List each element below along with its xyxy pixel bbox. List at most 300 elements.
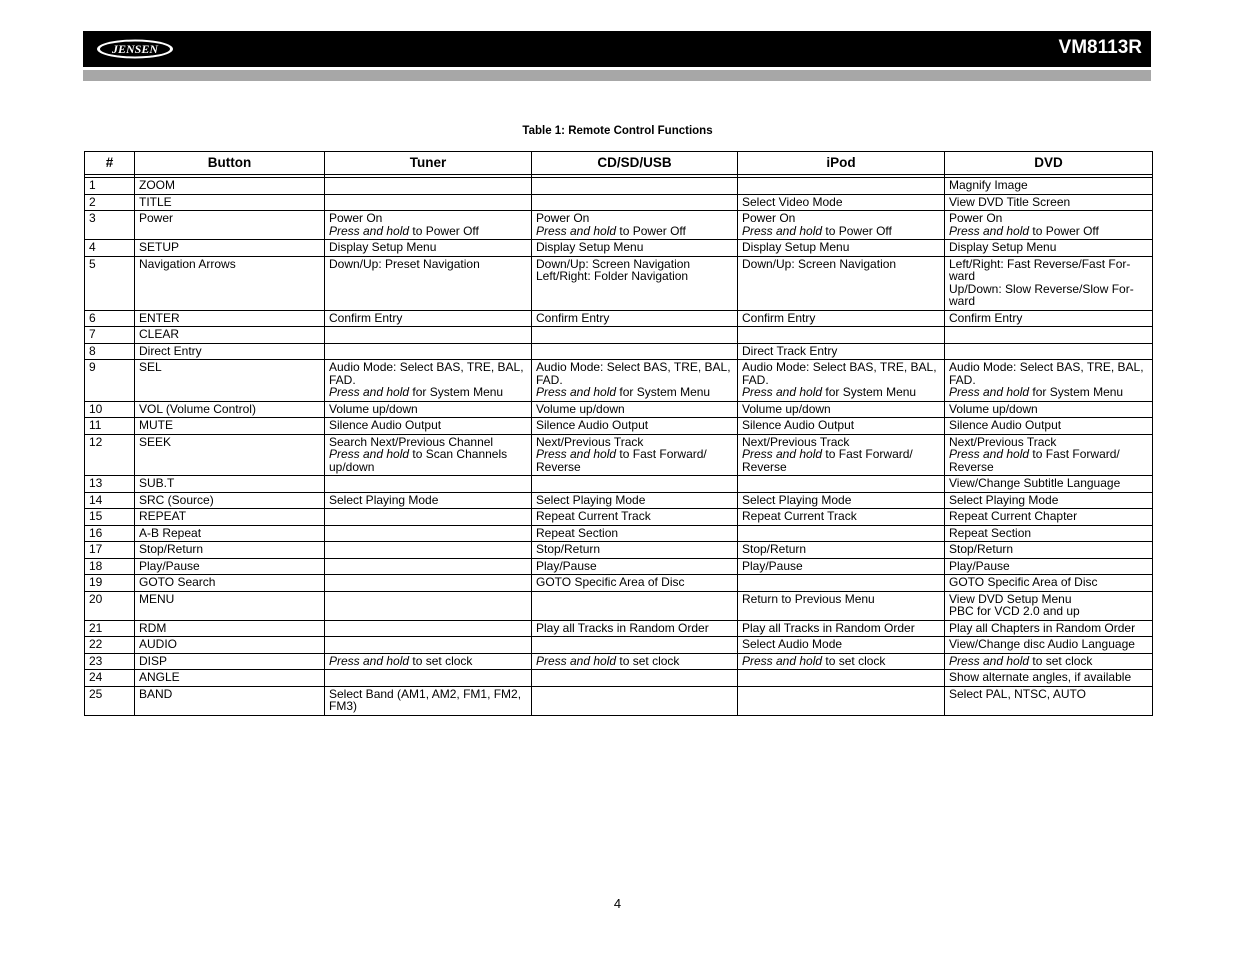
cd-sd-usb-cell [532, 653, 738, 670]
ipod-cell [738, 492, 945, 509]
tuner-cell [325, 525, 532, 542]
row-number-cell: 15 [85, 509, 135, 526]
cd-sd-usb-cell [532, 327, 738, 344]
italic-emphasis: Press and hold [949, 653, 1030, 668]
cell-text: Left/Right: Fast Reverse/Fast For-ward [949, 256, 1131, 283]
cell-text: Audio Mode: Select BAS, TRE, BAL, FAD. [536, 360, 731, 387]
cell-line [329, 655, 527, 668]
cell-text: Play all Tracks in Random Order [742, 620, 915, 635]
cell-text: Silence Audio Output [329, 418, 442, 432]
cd-sd-usb-cell [532, 525, 738, 542]
tuner-cell [325, 434, 532, 476]
table-row [85, 343, 1153, 360]
row-number-cell: 20 [85, 591, 135, 620]
row-number-cell: 12 [85, 434, 135, 476]
table-row [85, 310, 1153, 327]
row-number-cell: 17 [85, 542, 135, 559]
button-name-cell: SRC (Source) [135, 492, 325, 509]
cell-line [949, 361, 1148, 386]
gray-divider-bar [83, 70, 1151, 81]
brand-text: JENSEN [111, 42, 159, 56]
button-name-cell: GOTO Search [135, 575, 325, 592]
dvd-cell [945, 401, 1153, 418]
table-title: Table 1: Remote Control Functions [522, 125, 713, 137]
cell-line [329, 386, 527, 399]
button-name-cell: Play/Pause [135, 558, 325, 575]
cell-line [949, 671, 1148, 684]
cell-line [742, 543, 940, 556]
column-header-tuner: Tuner [325, 152, 532, 175]
ipod-cell [738, 620, 945, 637]
italic-emphasis: Press and hold [329, 385, 410, 399]
tuner-cell [325, 343, 532, 360]
column-header-ipod: iPod [738, 152, 945, 175]
cell-text: Select Playing Mode [329, 492, 439, 507]
cell-line [742, 638, 940, 651]
tuner-cell [325, 542, 532, 559]
ipod-cell [738, 542, 945, 559]
row-number-cell: 24 [85, 670, 135, 687]
cell-text: to Scan Channels up/down [329, 447, 508, 474]
cell-line [949, 283, 1148, 308]
table-row [85, 178, 1153, 195]
ipod-cell [738, 591, 945, 620]
cd-sd-usb-cell [532, 256, 738, 310]
dvd-cell [945, 256, 1153, 310]
cell-text: View DVD Setup Menu [949, 591, 1072, 606]
cell-text: Repeat Section [536, 525, 619, 540]
row-number-cell: 21 [85, 620, 135, 637]
cell-text: to Power Off [822, 223, 892, 238]
cell-line [949, 258, 1148, 283]
cell-text: Confirm Entry [329, 310, 403, 325]
table-row [85, 542, 1153, 559]
ipod-cell [738, 240, 945, 257]
cell-text: Down/Up: Preset Navigation [329, 256, 480, 271]
row-number-cell: 8 [85, 343, 135, 360]
cell-text: Next/Previous Track [742, 434, 850, 449]
cell-line [949, 179, 1148, 192]
cell-line [329, 225, 527, 238]
tuner-cell [325, 670, 532, 687]
ipod-cell [738, 256, 945, 310]
ipod-cell [738, 509, 945, 526]
row-number-cell: 23 [85, 653, 135, 670]
ipod-cell [738, 637, 945, 654]
cell-line [949, 241, 1148, 254]
dvd-cell [945, 310, 1153, 327]
cell-text: Power On [742, 211, 796, 225]
dvd-cell [945, 434, 1153, 476]
cd-sd-usb-cell [532, 620, 738, 637]
tuner-cell [325, 686, 532, 715]
cell-text: Repeat Current Track [742, 509, 857, 523]
cell-line [742, 196, 940, 209]
table-row [85, 401, 1153, 418]
table-row [85, 591, 1153, 620]
cell-line [536, 419, 733, 432]
column-header-dvd: DVD [945, 152, 1153, 175]
tuner-cell [325, 194, 532, 211]
table-row [85, 327, 1153, 344]
dvd-cell [945, 343, 1153, 360]
cell-line [949, 448, 1148, 473]
table-body [85, 175, 1153, 716]
cell-line [536, 448, 733, 473]
cd-sd-usb-cell [532, 686, 738, 715]
cell-text: Direct Track Entry [742, 343, 838, 358]
cell-text: for System Menu [616, 385, 711, 399]
cell-line [742, 494, 940, 507]
button-name-cell: DISP [135, 653, 325, 670]
ipod-cell [738, 178, 945, 195]
row-number-cell: 7 [85, 327, 135, 344]
cell-text: View/Change disc Audio Language [949, 637, 1135, 651]
dvd-cell [945, 591, 1153, 620]
cell-line [329, 312, 527, 325]
cell-line [742, 448, 940, 473]
cell-line [329, 494, 527, 507]
dvd-cell [945, 240, 1153, 257]
model-number: VM8113R [1058, 37, 1142, 58]
italic-emphasis: Press and hold [536, 653, 617, 668]
dvd-cell [945, 575, 1153, 592]
button-name-cell: SUB.T [135, 476, 325, 493]
cell-line [536, 655, 733, 668]
italic-emphasis: Press and hold [949, 223, 1030, 238]
cell-line [949, 527, 1148, 540]
ipod-cell [738, 575, 945, 592]
cell-text: Confirm Entry [536, 310, 610, 325]
cell-line [949, 403, 1148, 416]
cell-text: Power On [536, 211, 590, 225]
cell-text: to set clock [616, 653, 680, 668]
cell-text: Power On [329, 211, 383, 225]
ipod-cell [738, 401, 945, 418]
cell-line [742, 241, 940, 254]
italic-emphasis: Press and hold [329, 447, 410, 461]
row-number-cell: 18 [85, 558, 135, 575]
cell-text: Stop/Return [536, 542, 601, 556]
italic-emphasis: Press and hold [536, 223, 617, 238]
cell-line [329, 258, 527, 271]
cell-text: Volume up/down [742, 401, 831, 416]
tuner-cell [325, 401, 532, 418]
button-name-cell: Power [135, 211, 325, 240]
cell-text: Select PAL, NTSC, AUTO [949, 686, 1086, 701]
cell-line [742, 258, 940, 271]
dvd-cell [945, 327, 1153, 344]
tuner-cell [325, 476, 532, 493]
cell-text: Confirm Entry [742, 310, 816, 325]
cell-text: for System Menu [822, 385, 917, 399]
cd-sd-usb-cell [532, 434, 738, 476]
cell-line [329, 403, 527, 416]
row-number-cell: 14 [85, 492, 135, 509]
cd-sd-usb-cell [532, 509, 738, 526]
table-row [85, 240, 1153, 257]
cell-text: Select Band (AM1, AM2, FM1, FM2, FM3) [329, 686, 522, 713]
row-number-cell: 25 [85, 686, 135, 715]
cd-sd-usb-cell [532, 178, 738, 195]
cell-text: to Fast Forward/ Reverse [949, 447, 1120, 474]
cell-line [949, 510, 1148, 523]
table-row [85, 194, 1153, 211]
tuner-cell [325, 327, 532, 344]
cell-text: Select Audio Mode [742, 637, 843, 651]
row-number-cell: 22 [85, 637, 135, 654]
cell-text: GOTO Specific Area of Disc [949, 575, 1098, 589]
italic-emphasis: Press and hold [949, 447, 1030, 461]
cell-line [536, 527, 733, 540]
cell-line [949, 386, 1148, 399]
dvd-cell [945, 492, 1153, 509]
cell-text: Search Next/Previous Channel [329, 434, 494, 449]
cell-line [949, 543, 1148, 556]
row-number-cell: 13 [85, 476, 135, 493]
ipod-cell [738, 327, 945, 344]
italic-emphasis: Press and hold [536, 385, 617, 399]
row-number-cell: 2 [85, 194, 135, 211]
dvd-cell [945, 686, 1153, 715]
cell-text: Display Setup Menu [536, 240, 644, 254]
tuner-cell [325, 591, 532, 620]
cell-line [536, 361, 733, 386]
cell-line [742, 655, 940, 668]
cell-text: Display Setup Menu [949, 240, 1057, 254]
dvd-cell [945, 542, 1153, 559]
cd-sd-usb-cell [532, 310, 738, 327]
column-header-button: Button [135, 152, 325, 175]
button-name-cell: BAND [135, 686, 325, 715]
cell-text: Silence Audio Output [742, 418, 855, 432]
cell-text: Display Setup Menu [329, 240, 437, 254]
ipod-cell [738, 360, 945, 402]
row-number-cell: 16 [85, 525, 135, 542]
cell-text: Audio Mode: Select BAS, TRE, BAL, FAD. [329, 360, 524, 387]
ipod-cell [738, 653, 945, 670]
cd-sd-usb-cell [532, 492, 738, 509]
table-row [85, 211, 1153, 240]
cell-text: Magnify Image [949, 178, 1028, 192]
cell-text: Repeat Current Chapter [949, 509, 1078, 523]
page-number: 4 [613, 896, 622, 911]
cell-line [742, 403, 940, 416]
italic-emphasis: Press and hold [742, 223, 823, 238]
tuner-cell [325, 418, 532, 435]
italic-emphasis: Press and hold [329, 223, 410, 238]
cd-sd-usb-cell [532, 591, 738, 620]
ipod-cell [738, 343, 945, 360]
cell-text: to set clock [822, 653, 886, 668]
table-row [85, 492, 1153, 509]
tuner-cell [325, 653, 532, 670]
cell-text: for System Menu [1029, 385, 1124, 399]
button-name-cell: ZOOM [135, 178, 325, 195]
button-name-cell: A-B Repeat [135, 525, 325, 542]
cell-text: Play/Pause [742, 558, 803, 573]
cell-text: Audio Mode: Select BAS, TRE, BAL, FAD. [949, 360, 1144, 387]
cd-sd-usb-cell [532, 401, 738, 418]
button-name-cell: RDM [135, 620, 325, 637]
tuner-cell [325, 178, 532, 195]
cd-sd-usb-cell [532, 211, 738, 240]
cd-sd-usb-cell [532, 575, 738, 592]
button-name-cell: AUDIO [135, 637, 325, 654]
cell-text: Silence Audio Output [949, 418, 1062, 432]
cell-line [949, 655, 1148, 668]
table-row [85, 670, 1153, 687]
cell-line [536, 312, 733, 325]
cell-text: to Power Off [1029, 223, 1099, 238]
cell-text: Power On [949, 211, 1003, 225]
cell-text: Play all Tracks in Random Order [536, 620, 709, 635]
cell-text: View/Change Subtitle Language [949, 476, 1121, 490]
cell-line [329, 241, 527, 254]
tuner-cell [325, 509, 532, 526]
row-number-cell: 10 [85, 401, 135, 418]
cell-line [536, 225, 733, 238]
italic-emphasis: Press and hold [742, 653, 823, 668]
cell-text: Stop/Return [949, 542, 1014, 556]
cd-sd-usb-cell [532, 637, 738, 654]
row-number-cell: 1 [85, 178, 135, 195]
cell-text: Down/Up: Screen Navigation [536, 256, 691, 271]
button-name-cell: MUTE [135, 418, 325, 435]
cell-text: Select Playing Mode [536, 492, 646, 507]
cell-text: to set clock [409, 653, 473, 668]
italic-emphasis: Press and hold [742, 447, 823, 461]
cell-text: Volume up/down [949, 401, 1038, 416]
ipod-cell [738, 434, 945, 476]
cell-text: Down/Up: Screen Navigation [742, 256, 897, 271]
cell-text: to Fast Forward/ Reverse [536, 447, 707, 474]
ipod-cell [738, 310, 945, 327]
cell-line [536, 403, 733, 416]
cell-line [949, 419, 1148, 432]
cell-line [949, 560, 1148, 573]
cell-line [742, 419, 940, 432]
cell-line [536, 543, 733, 556]
dvd-cell [945, 360, 1153, 402]
row-number-cell: 9 [85, 360, 135, 402]
cell-line [949, 688, 1148, 701]
cd-sd-usb-cell [532, 194, 738, 211]
cell-line [536, 510, 733, 523]
button-name-cell: REPEAT [135, 509, 325, 526]
cell-text: to Fast Forward/ Reverse [742, 447, 913, 474]
cell-text: Select Playing Mode [742, 492, 852, 507]
cell-line [329, 361, 527, 386]
tuner-cell [325, 211, 532, 240]
dvd-cell [945, 670, 1153, 687]
table-row [85, 525, 1153, 542]
button-name-cell: SETUP [135, 240, 325, 257]
table-row [85, 476, 1153, 493]
dvd-cell [945, 509, 1153, 526]
tuner-cell [325, 637, 532, 654]
cd-sd-usb-cell [532, 418, 738, 435]
cell-line [536, 386, 733, 399]
cell-text: Next/Previous Track [536, 434, 644, 449]
cell-text: to set clock [1029, 653, 1093, 668]
button-name-cell: ENTER [135, 310, 325, 327]
ipod-cell [738, 476, 945, 493]
button-name-cell: SEEK [135, 434, 325, 476]
table-row [85, 558, 1153, 575]
cell-line [742, 560, 940, 573]
dvd-cell [945, 653, 1153, 670]
tuner-cell [325, 558, 532, 575]
cell-text: Return to Previous Menu [742, 591, 875, 606]
button-name-cell: SEL [135, 360, 325, 402]
jensen-logo [95, 38, 175, 60]
remote-control-functions-table [84, 151, 1153, 716]
ipod-cell [738, 194, 945, 211]
cell-text: Select Video Mode [742, 194, 843, 209]
cell-line [536, 241, 733, 254]
tuner-cell [325, 256, 532, 310]
cell-line [536, 560, 733, 573]
cell-line [742, 593, 940, 606]
cell-text: Next/Previous Track [949, 434, 1057, 449]
cell-line [742, 345, 940, 358]
dvd-cell [945, 620, 1153, 637]
column-header-num: # [85, 152, 135, 175]
italic-emphasis: Press and hold [536, 447, 617, 461]
row-number-cell: 11 [85, 418, 135, 435]
cd-sd-usb-cell [532, 542, 738, 559]
table-row [85, 575, 1153, 592]
cell-line [742, 361, 940, 386]
table-row [85, 637, 1153, 654]
cell-text: PBC for VCD 2.0 and up [949, 604, 1080, 618]
tuner-cell [325, 310, 532, 327]
cell-text: Play/Pause [949, 558, 1010, 573]
row-number-cell: 19 [85, 575, 135, 592]
button-name-cell: ANGLE [135, 670, 325, 687]
cell-line [742, 225, 940, 238]
cell-text: Volume up/down [536, 401, 625, 416]
table-header-row [85, 152, 1153, 175]
cell-text: Stop/Return [742, 542, 807, 556]
cd-sd-usb-cell [532, 476, 738, 493]
table-row [85, 256, 1153, 310]
dvd-cell [945, 178, 1153, 195]
cell-text: Play/Pause [536, 558, 597, 573]
ipod-cell [738, 525, 945, 542]
dvd-cell [945, 637, 1153, 654]
cell-text: Left/Right: Folder Navigation [536, 269, 689, 283]
cell-line [949, 225, 1148, 238]
cell-line [329, 419, 527, 432]
dvd-cell [945, 525, 1153, 542]
table-row [85, 434, 1153, 476]
cell-line [949, 196, 1148, 209]
cell-text: Show alternate angles, if available [949, 670, 1132, 684]
cell-line [949, 576, 1148, 589]
cell-text: View DVD Title Screen [949, 194, 1071, 209]
row-number-cell: 6 [85, 310, 135, 327]
tuner-cell [325, 360, 532, 402]
cell-text: for System Menu [409, 385, 504, 399]
dvd-cell [945, 194, 1153, 211]
table-row [85, 653, 1153, 670]
tuner-cell [325, 240, 532, 257]
cell-line [742, 312, 940, 325]
cell-text: Display Setup Menu [742, 240, 850, 254]
tuner-cell [325, 575, 532, 592]
